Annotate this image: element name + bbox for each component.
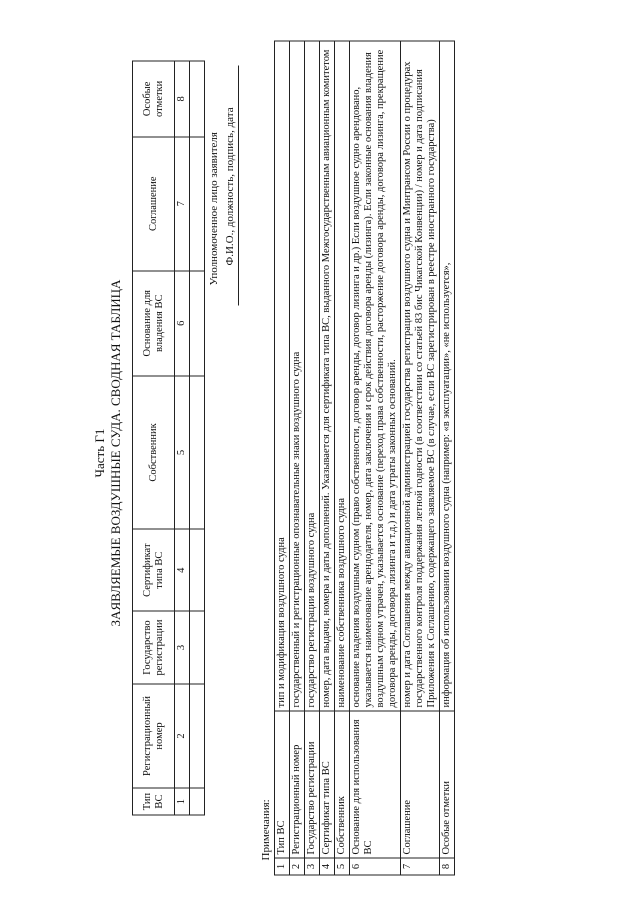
column-number: 3: [175, 611, 190, 684]
note-number: 2: [290, 858, 305, 875]
header-cell: Соглашение: [133, 136, 175, 270]
signature-fields: Ф.И.О., должность, подпись, дата: [224, 106, 236, 265]
column-number: 4: [175, 529, 190, 611]
column-number: 8: [175, 61, 190, 137]
note-text: номер, дата выдачи, номера и даты дополнений. Указывается для сертификата типа ВС, выданного Межгосударственным авиационным комитетом: [320, 41, 335, 711]
part-label: Часть Г1: [92, 428, 107, 477]
summary-table: [132, 60, 205, 815]
note-number: 6: [350, 858, 401, 875]
note-text: номер и дата Соглашения между авиационной администрацией государства регистрации воздушного судна и Минтрансом России о процедурах государственного контроля поддержания летной годности (в соответствии со статьей 83 бис Чикагской Конвенции) / номер и дата подписания Приложения к Соглашению, содержащего заявляемое ВС (в случае, если ВС зарегистрирован в реестре иностранного государства): [401, 41, 440, 711]
note-name: Собственник: [335, 711, 350, 858]
empty-cell: [190, 611, 205, 684]
header-cell: Тип ВС: [133, 788, 175, 815]
note-number: 8: [440, 858, 455, 875]
note-text: наименование собственника воздушного судна: [335, 41, 350, 711]
page-title: ЗАЯВЛЯЕМЫЕ ВОЗДУШНЫЕ СУДА. СВОДНАЯ ТАБЛИЦА: [108, 279, 123, 626]
note-text: государственный и регистрационные опознавательные знаки воздушного судна: [290, 41, 305, 711]
header-cell: Сертификат типа ВС: [133, 529, 175, 611]
note-row: [305, 41, 320, 875]
empty-cell: [190, 788, 205, 815]
note-row: [401, 41, 440, 875]
notes-table: [274, 40, 455, 875]
note-row: [440, 41, 455, 875]
note-text: информация об использовании воздушного судна (например: «в эксплуатации», «не используется»,: [440, 41, 455, 711]
column-number: 7: [175, 136, 190, 270]
empty-cell: [190, 61, 205, 137]
note-row: [335, 41, 350, 875]
note-number: 3: [305, 858, 320, 875]
signature-line: [238, 65, 239, 305]
column-number: 1: [175, 788, 190, 815]
note-name: Сертификат типа ВС: [320, 711, 335, 858]
note-text: тип и модификация воздушного судна: [275, 41, 290, 711]
note-text: государство регистрации воздушного судна: [305, 41, 320, 711]
note-name: Регистрационный номер: [290, 711, 305, 858]
note-row: [350, 41, 401, 875]
column-number: 2: [175, 683, 190, 787]
note-name: Основание для использования ВС: [350, 711, 401, 858]
empty-cell: [190, 529, 205, 611]
column-number: 6: [175, 270, 190, 375]
header-cell: Государство регистрации: [133, 611, 175, 684]
note-row: [275, 41, 290, 875]
empty-cell: [190, 375, 205, 528]
note-row: [320, 41, 335, 875]
note-number: 5: [335, 858, 350, 875]
note-text: основание владения воздушным судном (право собственности, договор аренды, договор лизинга и др.) Если воздушное судно арендовано, указывается наименование арендодателя, номер, дата заключения и срок действия договора аренды (лизинга). Если законные основания владения воздушным судном утрачен, указывается основание (переход права собственности, расторжение договора аренды, договора лизинга, прекращение договора аренды, договора лизинга и т.д.) и дата утраты законных оснований.: [350, 41, 401, 711]
notes-heading: Примечания:: [260, 798, 272, 860]
empty-cell: [190, 136, 205, 270]
note-number: 4: [320, 858, 335, 875]
note-name: Особые отметки: [440, 711, 455, 858]
column-number: 5: [175, 375, 190, 528]
empty-cell: [190, 270, 205, 375]
header-cell: Особые отметки: [133, 61, 175, 137]
note-number: 7: [401, 858, 440, 875]
note-row: [290, 41, 305, 875]
signatory-role: Уполномоченное лицо заявителя: [208, 131, 220, 285]
empty-cell: [190, 683, 205, 787]
note-number: 1: [275, 858, 290, 875]
summary-empty-row: [190, 61, 205, 815]
header-cell: Основание для владения ВС: [133, 270, 175, 375]
header-cell: Собственник: [133, 375, 175, 528]
header-cell: Регистрационный номер: [133, 683, 175, 787]
note-name: Государство регистрации: [305, 711, 320, 858]
summary-number-row: [175, 61, 190, 815]
note-name: Тип ВС: [275, 711, 290, 858]
note-name: Соглашение: [401, 711, 440, 858]
summary-header-row: [133, 61, 175, 815]
